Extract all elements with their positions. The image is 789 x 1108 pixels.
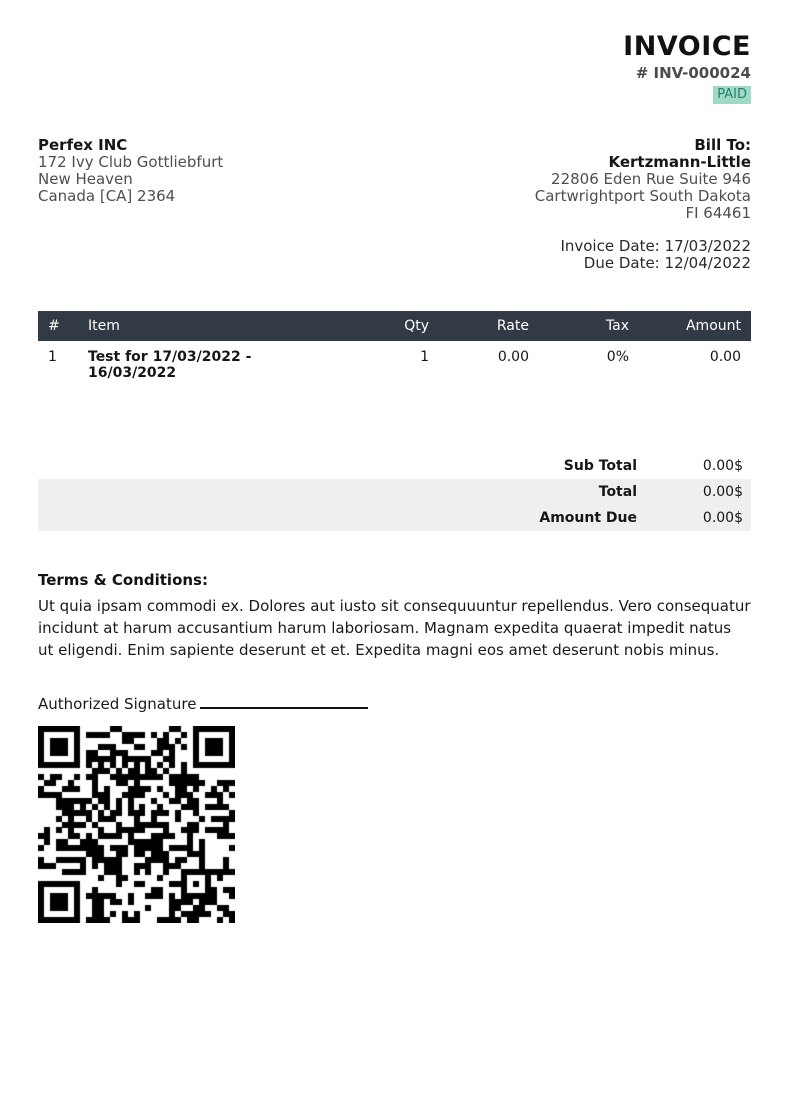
bill-to-label: Bill To: <box>694 136 751 154</box>
terms-body: Ut quia ipsam commodi ex. Dolores aut iusto sit consequuuntur repellendus. Vero consequatur incidunt at harum accusantium harum laboriosam. Magnam expedita quaerat impedit natus ut eligendi. Enim sapiente deserunt et et. Expedita magni eos amet deserunt nobis minus. <box>38 597 751 659</box>
total-value: 0.00$ <box>702 484 743 500</box>
invoice-header <box>38 32 751 104</box>
items-table <box>38 311 751 390</box>
signature-section <box>38 695 751 713</box>
company-name: Perfex INC <box>38 136 128 154</box>
item-row-number: 1 <box>48 349 57 365</box>
total-label: Total <box>598 484 637 500</box>
subtotal-label: Sub Total <box>563 458 637 474</box>
invoice-date-value: 17/03/2022 <box>664 237 751 255</box>
item-rate: 0.00 <box>497 349 529 365</box>
subtotal-row <box>38 453 751 479</box>
dates-block <box>535 238 751 272</box>
bill-to-name: Kertzmann-Little <box>608 153 751 171</box>
col-header-rate: Rate <box>496 318 529 334</box>
amount-due-row <box>38 505 751 531</box>
total-row <box>38 479 751 505</box>
due-date-value: 12/04/2022 <box>664 254 751 272</box>
totals-section <box>38 453 751 531</box>
col-header-amount: Amount <box>685 318 741 334</box>
col-header-tax: Tax <box>605 318 629 334</box>
company-address-line-3: Canada [CA] 2364 <box>38 187 176 205</box>
terms-section <box>38 571 751 661</box>
invoice-date-line <box>535 238 751 255</box>
signature-line <box>200 695 368 709</box>
amount-due-value: 0.00$ <box>702 510 743 526</box>
col-header-qty: Qty <box>404 318 429 334</box>
bill-to-address-line-1: 22806 Eden Rue Suite 946 <box>551 170 751 188</box>
col-header-item: Item <box>88 318 120 334</box>
bill-to-block <box>535 137 751 272</box>
authorized-signature-label: Authorized Signature <box>38 695 197 713</box>
item-qty: 1 <box>420 349 429 365</box>
company-address-line-1: 172 Ivy Club Gottliebfurt <box>38 153 224 171</box>
due-date-label: Due Date: <box>583 254 660 272</box>
address-section <box>38 137 751 272</box>
invoice-number: # INV-000024 <box>635 64 751 82</box>
items-table-header-row <box>38 311 751 341</box>
invoice-title: INVOICE <box>623 31 751 62</box>
qr-code <box>38 726 235 923</box>
terms-heading: Terms & Conditions: <box>38 571 208 589</box>
status-badge-row <box>38 84 751 104</box>
table-row <box>38 341 751 390</box>
due-date-line <box>535 255 751 272</box>
amount-due-label: Amount Due <box>539 510 637 526</box>
item-tax: 0% <box>606 349 629 365</box>
item-description: Test for 17/03/2022 - 16/03/2022 <box>88 349 252 381</box>
company-address-line-2: New Heaven <box>38 170 133 188</box>
subtotal-value: 0.00$ <box>702 458 743 474</box>
bill-to-address-line-2: Cartwrightport South Dakota <box>534 187 751 205</box>
item-amount: 0.00 <box>709 349 741 365</box>
status-badge: PAID <box>713 86 751 104</box>
bill-to-address-line-3: FI 64461 <box>685 204 751 222</box>
invoice-date-label: Invoice Date: <box>560 237 660 255</box>
company-address-block <box>38 137 223 272</box>
col-header-number: # <box>48 318 60 334</box>
